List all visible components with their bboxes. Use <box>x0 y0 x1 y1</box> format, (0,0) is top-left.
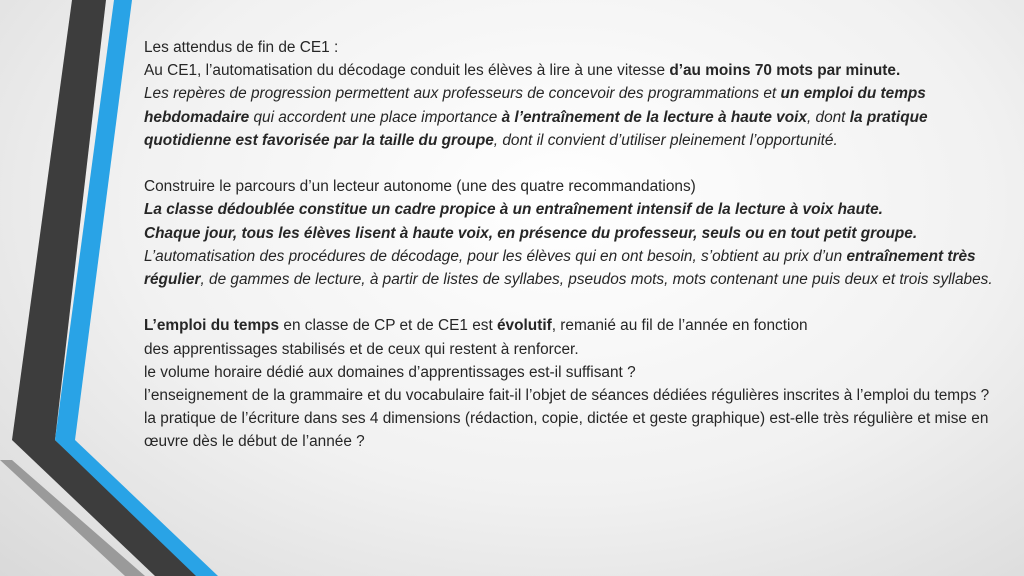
block2-bold-line1: La classe dédoublée constitue un cadre propice à un entraînement intensif de la lecture à voix haute. <box>144 201 883 219</box>
block2-heading: Construire le parcours d’un lecteur autonome (une des quatre recommandations) <box>144 178 696 196</box>
block1-line2: Au CE1, l’automatisation du décodage conduit les élèves à lire à une vitesse d’au moins 70 mots par minute. <box>144 62 901 80</box>
block1-line3: Les repères de progression permettent aux professeurs de concevoir des programmations et un emploi du temps hebdomadaire qui accordent une place importance à l’entraînement de la lecture à haute voix, dont la pratique quotidienne est favorisée par la taille du groupe, dont il convient d’utiliser pleinement l’opportunité. <box>144 85 928 149</box>
block3-question1: le volume horaire dédié aux domaines d’apprentissages est-il suffisant ? <box>144 363 636 381</box>
block3-line2: des apprentissages stabilisés et de ceux qui restent à renforcer. <box>144 340 579 358</box>
block1-heading: Les attendus de fin de CE1 : <box>144 39 339 56</box>
block3-question2: l’enseignement de la grammaire et du vocabulaire fait-il l’objet de séances dédiées régulières inscrites à l’emploi du temps ? <box>144 387 990 405</box>
block3-line1: L’emploi du temps en classe de CP et de CE1 est évolutif, remanié au fil de l’année en fonction <box>144 317 808 335</box>
block2-bold-line2: Chaque jour, tous les élèves lisent à haute voix, en présence du professeur, seuls ou en tout petit groupe. <box>144 224 918 242</box>
block3-question3: la pratique de l’écriture dans ses 4 dimensions (rédaction, copie, dictée et geste graphique) est-elle très régulière et mise en œuvre dès le début de l’année ? <box>144 410 989 451</box>
block2-paragraph: L’automatisation des procédures de décodage, pour les élèves qui en ont besoin, s’obtient au prix d’un entraînement très régulier, de gammes de lecture, à partir de listes de syllabes, pseudos mots, mots contenant une puis deux et trois syllabes. <box>144 247 993 289</box>
slide-text <box>144 36 1014 454</box>
